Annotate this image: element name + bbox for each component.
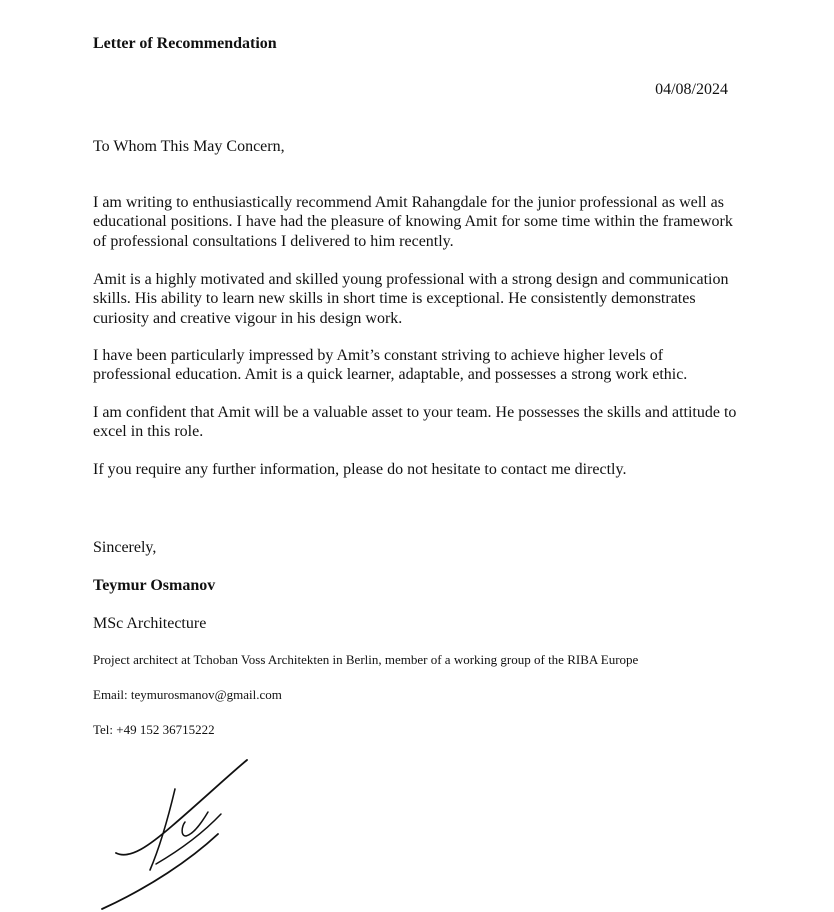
signer-tel: Tel: +49 152 36715222	[93, 722, 215, 737]
closing: Sincerely,	[93, 539, 157, 556]
body-paragraph-3: I have been particularly impressed by Amit’s constant striving to achieve higher levels of professional education. Amit is a quick learner, adaptable, and possesses a strong work ethic.	[93, 347, 688, 384]
body-paragraph-1: I am writing to enthusiastically recommend Amit Rahangdale for the junior professional as well as educational positions. I have had the pleasure of knowing Amit for some time within the framework of professional consultations I delivered to him recently.	[93, 194, 733, 250]
letter-heading: Letter of Recommendation	[93, 35, 277, 52]
signer-role: Project architect at Tchoban Voss Architekten in Berlin, member of a working group of the RIBA Europe	[93, 652, 639, 667]
salutation: To Whom This May Concern,	[93, 138, 285, 155]
signer-name: Teymur Osmanov	[93, 577, 216, 594]
body-paragraph-4: I am confident that Amit will be a valuable asset to your team. He possesses the skills and attitude to excel in this role.	[93, 404, 737, 441]
letter-date: 04/08/2024	[655, 81, 728, 98]
signature-icon	[90, 752, 260, 912]
body-paragraph-2: Amit is a highly motivated and skilled young professional with a strong design and communication skills. His ability to learn new skills in short time is exceptional. He consistently demonstrates curiosity and creative vigour in his design work.	[93, 271, 729, 327]
signer-degree: MSc Architecture	[93, 615, 207, 632]
body-paragraph-5: If you require any further information, please do not hesitate to contact me directly.	[93, 461, 627, 478]
signer-email: Email: teymurosmanov@gmail.com	[93, 687, 282, 702]
